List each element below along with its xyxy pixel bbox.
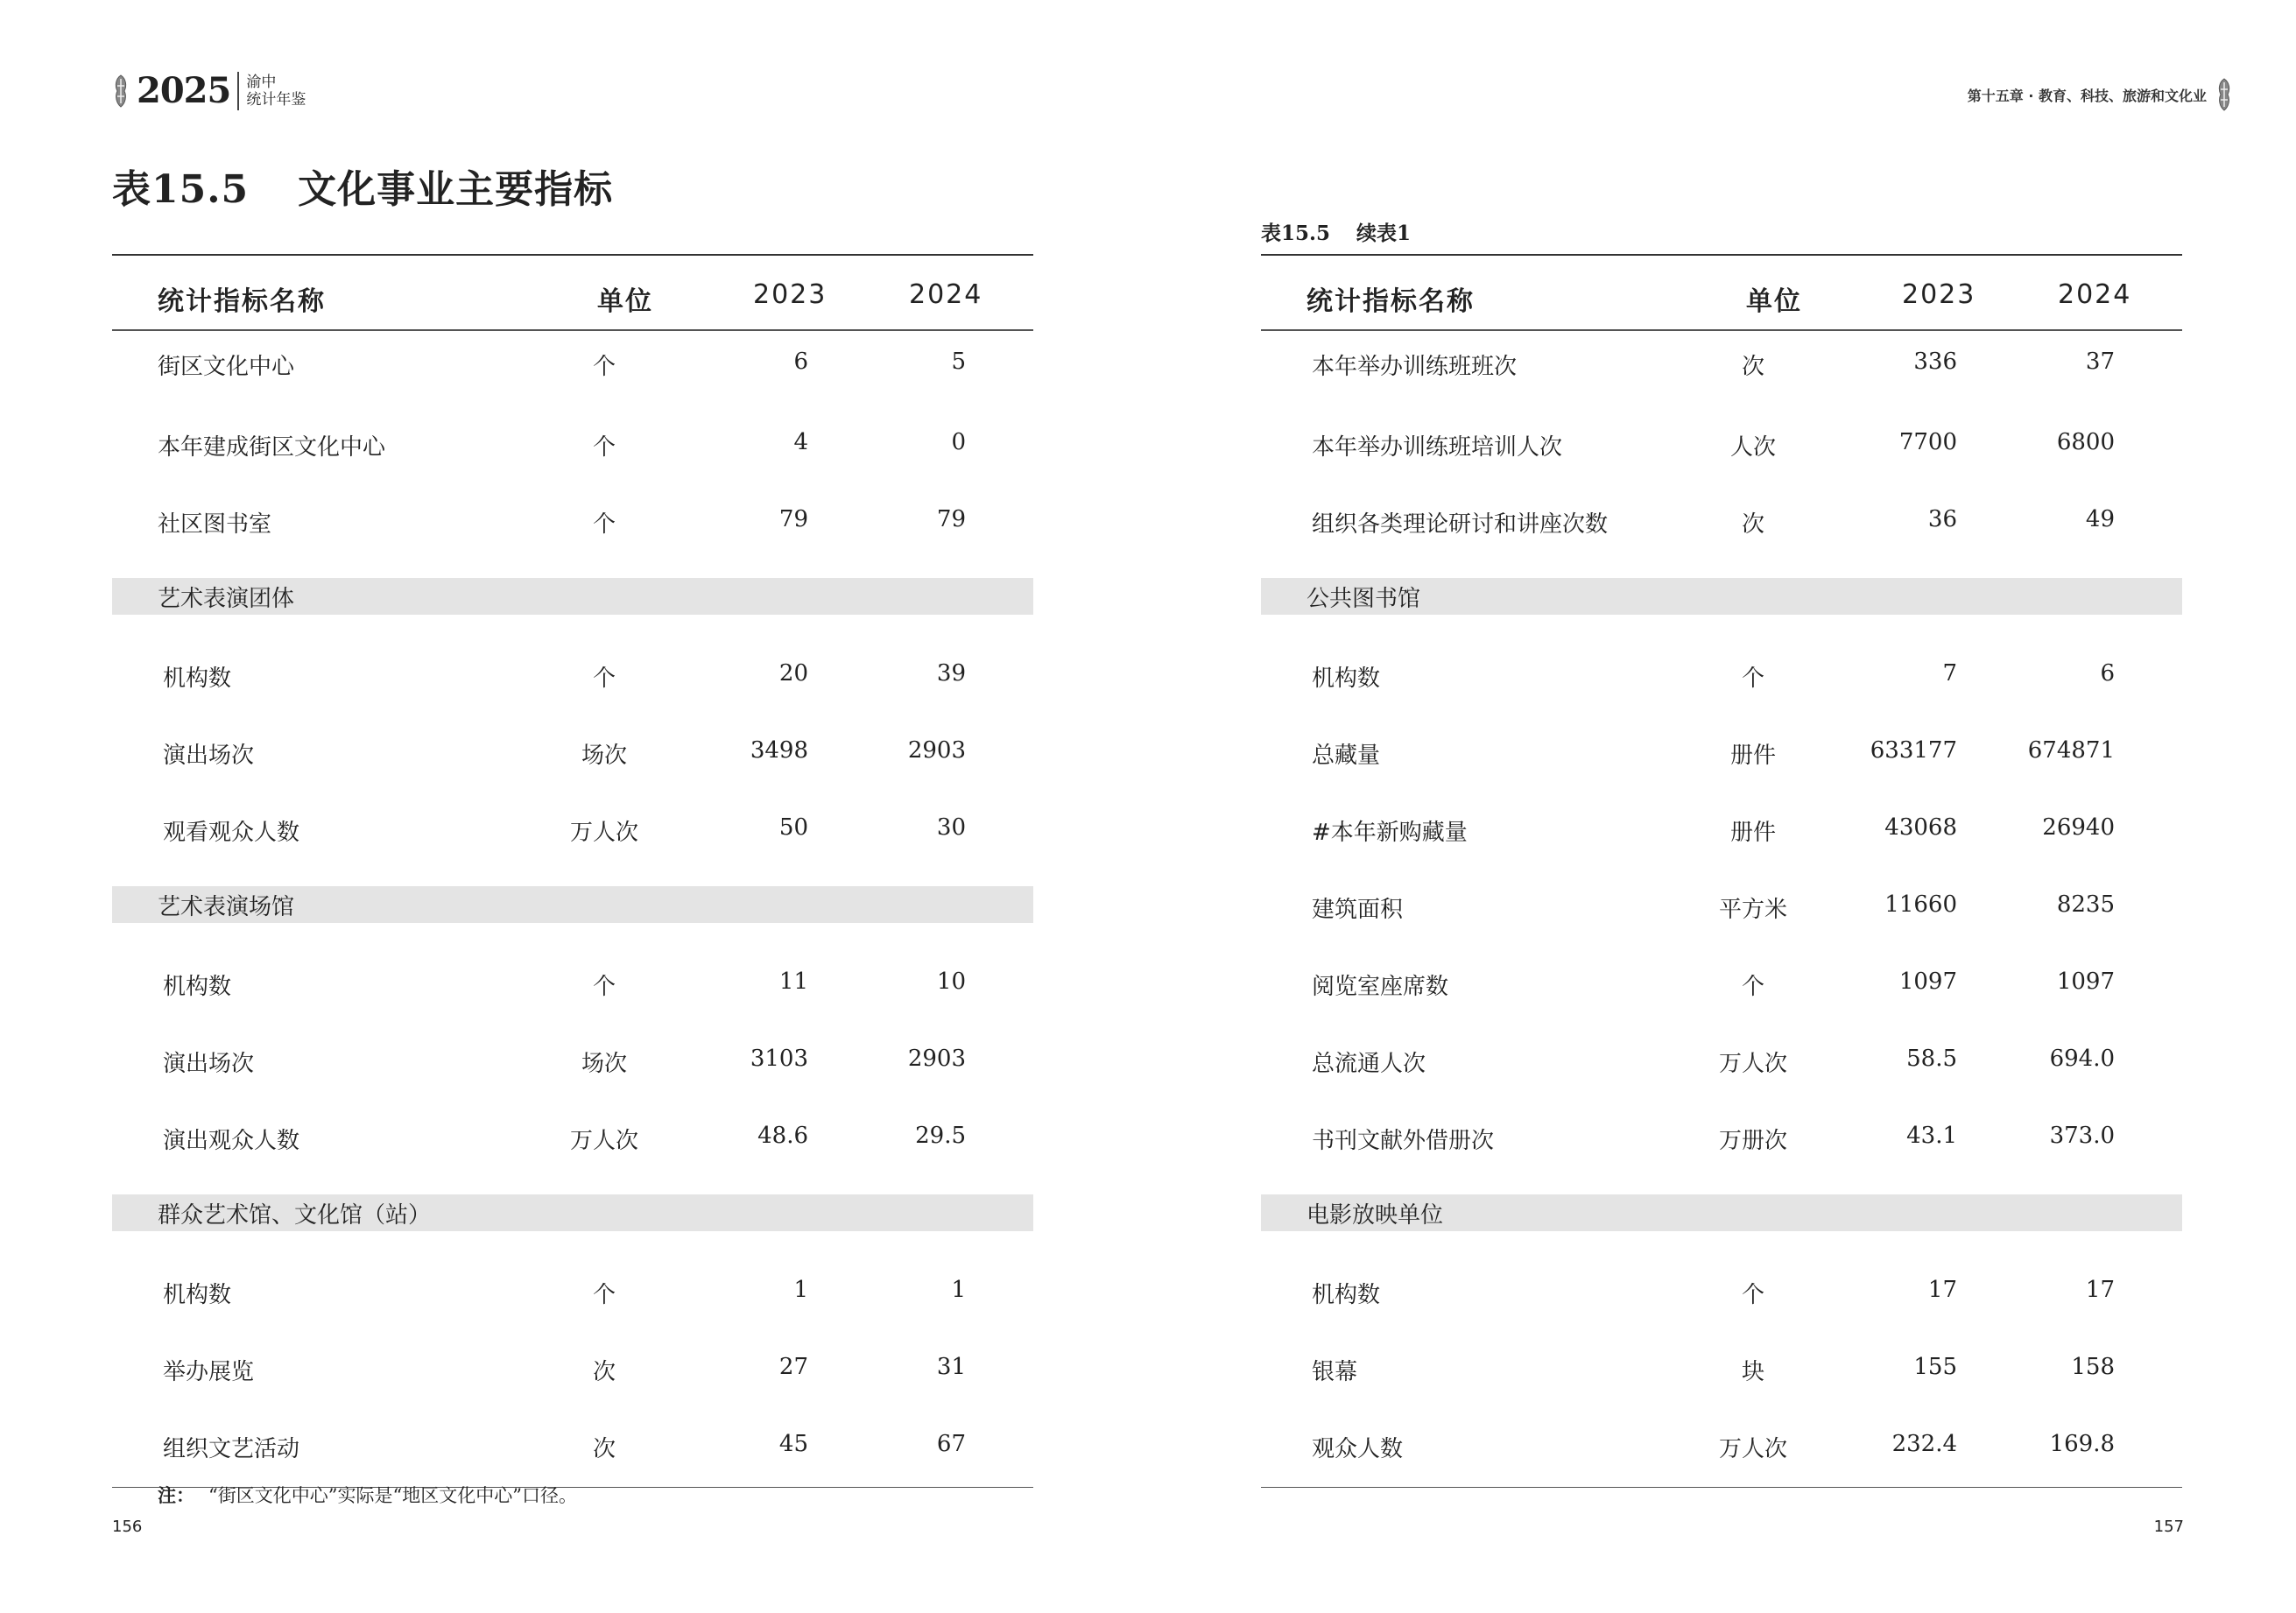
table-row [112,1410,1033,1487]
unit-cell: 万人次 [1718,1050,1787,1077]
table-row [1261,639,2182,716]
table-section-row [1261,562,2182,639]
table-body [112,331,1033,1487]
section-label: 艺术表演团体 [158,585,295,612]
indicator-name: 机构数 [163,973,232,1000]
table-row [1261,793,2182,870]
chapter-title: 第十五章 · 教育、科技、旅游和文化业 [1967,87,2207,104]
table-row [1261,716,2182,793]
value-2024: 694.0 [2049,1045,2115,1072]
yearbook-name-line2: 统计年鉴 [246,90,306,109]
unit-cell: 个 [592,433,616,461]
table-row [112,716,1033,793]
value-2023: 36 [1927,505,1957,532]
indicator-name: 机构数 [1312,665,1381,692]
indicator-name: 举办展览 [163,1358,255,1385]
value-2023: 232.4 [1891,1430,1957,1457]
unit-cell: 场次 [581,742,627,769]
yearbook-name-line1: 渝中 [246,73,277,91]
indicator-name: 本年举办训练班班次 [1312,353,1518,380]
indicator-name: 演出场次 [163,742,255,769]
col-header-unit: 单位 [1746,286,1802,317]
value-2023: 7700 [1898,428,1957,455]
value-2024: 49 [2085,505,2115,532]
unit-cell: 块 [1741,1358,1764,1385]
unit-cell: 次 [1741,511,1764,538]
indicator-name: 总流通人次 [1312,1050,1426,1077]
unit-cell: 次 [592,1358,616,1385]
table-header-row [112,256,1033,329]
indicator-name: 本年举办训练班培训人次 [1312,433,1563,461]
table-row [1261,331,2182,408]
unit-cell: 册件 [1729,819,1776,846]
indicator-name: 街区文化中心 [158,353,295,380]
indicator-name: 阅览室座席数 [1312,973,1449,1000]
right-page [1148,0,2296,1613]
value-2023: 11 [778,968,808,995]
table-row [1261,485,2182,562]
value-2024: 31 [936,1353,966,1380]
value-2024: 67 [936,1430,966,1457]
value-2024: 0 [951,428,966,455]
unit-cell: 万人次 [569,1127,638,1154]
value-2023: 50 [778,814,808,841]
indicator-name: 银幕 [1312,1358,1358,1385]
value-2023: 20 [778,659,808,687]
table-row [112,331,1033,408]
value-2023: 336 [1913,348,1957,375]
note-text: “街区文化中心”实际是“地区文化中心”口径。 [208,1485,577,1506]
value-2023: 48.6 [757,1122,808,1149]
value-2023: 11660 [1884,891,1957,918]
page-number-left: 156 [112,1518,143,1536]
value-2024: 37 [2085,348,2115,375]
value-2023: 633177 [1870,736,1957,764]
value-2023: 3498 [750,736,808,764]
unit-cell: 个 [592,665,616,692]
indicator-name: 社区图书室 [158,511,272,538]
yearbook-name [246,74,306,109]
table-number: 表15.5 [1261,222,1331,245]
value-2023: 17 [1927,1276,1957,1303]
value-2024: 158 [2071,1353,2115,1380]
table-row [112,639,1033,716]
unit-cell: 个 [592,973,616,1000]
indicator-name: 组织文艺活动 [163,1435,300,1462]
indicator-name: 机构数 [163,1281,232,1308]
table-section-row [112,870,1033,947]
value-2024: 2903 [907,1045,966,1072]
unit-cell: 个 [592,511,616,538]
unit-cell: 人次 [1729,433,1776,461]
table-row [1261,1102,2182,1179]
unit-cell: 场次 [581,1050,627,1077]
table-row [1261,1256,2182,1333]
indicator-name: #本年新购藏量 [1312,819,1468,846]
yearbook-emblem-icon [2215,77,2233,112]
unit-cell: 个 [1741,665,1764,692]
value-2024: 2903 [907,736,966,764]
value-2023: 1 [793,1276,808,1303]
table-body [1261,331,2182,1487]
value-2023: 58.5 [1906,1045,1957,1072]
indicator-name: 本年建成街区文化中心 [158,433,386,461]
indicator-name: 演出观众人数 [163,1127,300,1154]
table-row [112,1256,1033,1333]
table-row [112,1025,1033,1102]
unit-cell: 个 [592,1281,616,1308]
table-title-text: 文化事业主要指标 [298,167,614,212]
col-header-2024: 2024 [2058,279,2132,310]
table-row [112,1102,1033,1179]
value-2024: 1097 [2056,968,2115,995]
value-2023: 43068 [1884,814,1957,841]
section-label: 群众艺术馆、文化馆（站） [158,1201,432,1229]
unit-cell: 个 [592,353,616,380]
col-header-name: 统计指标名称 [158,286,326,317]
indicator-name: 建筑面积 [1312,896,1404,923]
value-2024: 169.8 [2049,1430,2115,1457]
table-row [1261,408,2182,485]
value-2024: 26940 [2042,814,2115,841]
yearbook-year: 2025 [137,70,231,111]
value-2023: 43.1 [1906,1122,1957,1149]
col-header-2024: 2024 [909,279,983,310]
section-label: 电影放映单位 [1306,1201,1444,1229]
logo-divider [237,72,239,110]
table-section-row [1261,1179,2182,1256]
note-label: 注： [158,1484,194,1506]
page-number-right: 157 [2153,1518,2184,1536]
table-row [1261,1333,2182,1410]
value-2023: 3103 [750,1045,808,1072]
indicator-name: 机构数 [163,665,232,692]
unit-cell: 个 [1741,973,1764,1000]
col-header-unit: 单位 [597,286,653,317]
value-2024: 6 [2100,659,2115,687]
table-row [112,947,1033,1025]
col-header-2023: 2023 [753,279,828,310]
chapter-header [1968,77,2233,112]
table-title [112,158,613,214]
value-2024: 30 [936,814,966,841]
table-section-row [112,1179,1033,1256]
value-2023: 155 [1913,1353,1957,1380]
table-note [158,1482,577,1508]
indicator-table-right [1261,254,2182,1488]
section-label: 公共图书馆 [1306,585,1421,612]
section-label: 艺术表演场馆 [158,893,295,920]
unit-cell: 万人次 [1718,1435,1787,1462]
indicator-name: 总藏量 [1312,742,1381,769]
indicator-table-left [112,254,1033,1488]
table-row [1261,1025,2182,1102]
table-row [112,408,1033,485]
unit-cell: 册件 [1729,742,1776,769]
value-2024: 373.0 [2049,1122,2115,1149]
value-2024: 5 [951,348,966,375]
table-row [1261,870,2182,947]
value-2023: 1097 [1898,968,1957,995]
yearbook-logo [112,70,306,111]
value-2024: 79 [936,505,966,532]
value-2024: 17 [2085,1276,2115,1303]
table-row [1261,947,2182,1025]
table-row [112,485,1033,562]
table-continued-label: 续表1 [1356,222,1412,245]
table-bottom-rule [1261,1487,2182,1489]
value-2024: 39 [936,659,966,687]
table-continued-title [1261,217,1411,246]
unit-cell: 平方米 [1718,896,1787,923]
col-header-2023: 2023 [1902,279,1976,310]
value-2024: 6800 [2056,428,2115,455]
table-header-row [1261,256,2182,329]
value-2024: 10 [936,968,966,995]
unit-cell: 万册次 [1718,1127,1787,1154]
value-2024: 8235 [2056,891,2115,918]
value-2023: 79 [778,505,808,532]
value-2023: 27 [778,1353,808,1380]
indicator-name: 书刊文献外借册次 [1312,1127,1495,1154]
value-2023: 45 [778,1430,808,1457]
indicator-name: 组织各类理论研讨和讲座次数 [1312,511,1609,538]
yearbook-emblem-icon [112,74,130,109]
unit-cell: 次 [1741,353,1764,380]
value-2023: 7 [1942,659,1957,687]
indicator-name: 观众人数 [1312,1435,1404,1462]
indicator-name: 演出场次 [163,1050,255,1077]
unit-cell: 个 [1741,1281,1764,1308]
value-2024: 29.5 [915,1122,966,1149]
table-row [1261,1410,2182,1487]
table-row [112,1333,1033,1410]
unit-cell: 万人次 [569,819,638,846]
value-2024: 674871 [2027,736,2115,764]
table-row [112,793,1033,870]
col-header-name: 统计指标名称 [1306,286,1475,317]
indicator-name: 观看观众人数 [163,819,300,846]
indicator-name: 机构数 [1312,1281,1381,1308]
value-2023: 4 [793,428,808,455]
value-2024: 1 [951,1276,966,1303]
unit-cell: 次 [592,1435,616,1462]
table-section-row [112,562,1033,639]
table-number: 表15.5 [112,167,250,212]
value-2023: 6 [793,348,808,375]
